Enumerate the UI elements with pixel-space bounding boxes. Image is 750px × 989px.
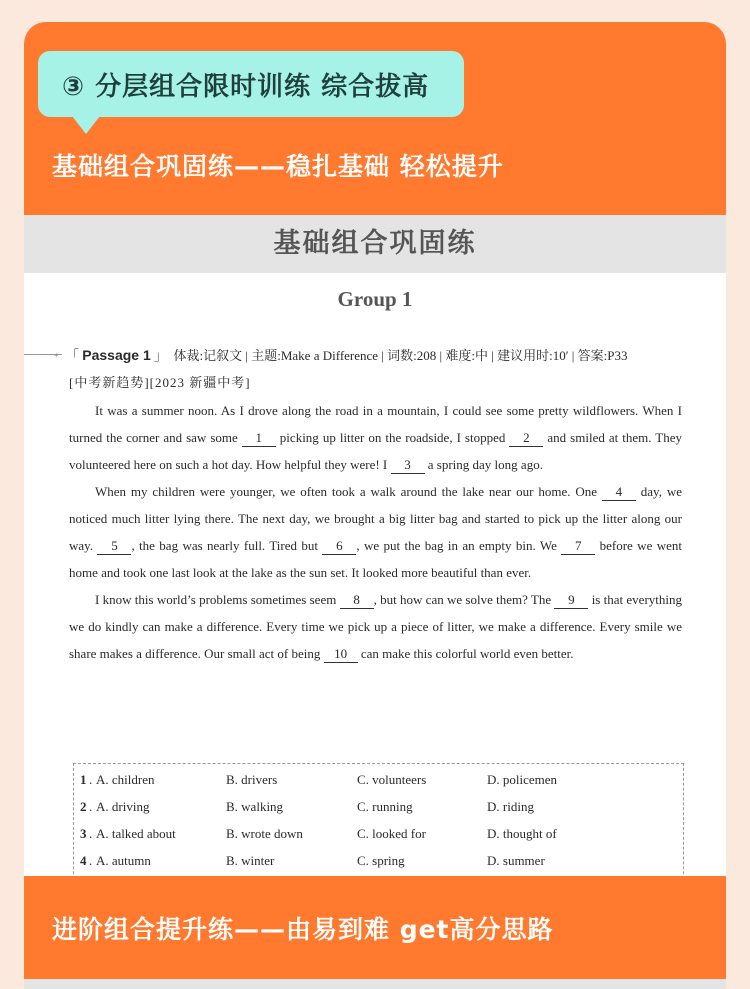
- passage-text: , but how can we solve them? The: [373, 592, 555, 607]
- question-number: 4: [80, 853, 87, 868]
- option-c: C. running: [357, 799, 413, 814]
- section-badge: [38, 51, 464, 117]
- worksheet-page: [24, 273, 726, 876]
- passage-text: I know this world’s problems sometimes seem: [95, 592, 340, 607]
- blank-number: 8: [340, 592, 374, 609]
- bracket-open: 「: [66, 348, 80, 363]
- passage-paragraph: [69, 397, 682, 478]
- blank-number: 3: [391, 457, 425, 474]
- blank-number: 6: [322, 538, 356, 555]
- passage-tag: [中考新趋势][2023 新疆中考]: [69, 375, 251, 390]
- passage-text: can make this colorful world even better.: [357, 646, 574, 661]
- bottom-heading: 进阶组合提升练——由易到难 get高分思路: [52, 915, 554, 944]
- subheading: 基础组合巩固练——稳扎基础 轻松提升: [52, 152, 504, 181]
- badge-pointer: [72, 116, 100, 134]
- blank-number: 10: [324, 646, 358, 663]
- passage-header: [66, 345, 716, 364]
- option-b: B. walking: [226, 799, 284, 814]
- option-c: C. volunteers: [357, 772, 427, 787]
- passage-text: It was a summer noon. As I drove along the road in a mountain, I could see some pretty wildflowers. When I turned the corner and saw some: [69, 403, 682, 445]
- question-number: 3: [80, 826, 87, 841]
- passage-body: [69, 397, 682, 667]
- blank-number: 5: [97, 538, 131, 555]
- blank-number: 1: [242, 430, 276, 447]
- bracket-close: 」: [154, 348, 168, 363]
- option-a: A. driving: [96, 799, 150, 814]
- passage-text: When my children were younger, we often took a walk around the lake near our home. One: [95, 484, 602, 499]
- question-number: 2: [80, 799, 87, 814]
- badge-title: ③ 分层组合限时训练 综合拔高: [62, 72, 430, 102]
- passage-paragraph: [69, 478, 682, 586]
- option-a: A. autumn: [96, 853, 151, 868]
- blank-number: 9: [554, 592, 588, 609]
- section-title: 基础组合巩固练: [24, 215, 726, 273]
- group-title: Group 1: [337, 287, 413, 311]
- option-a: A. children: [96, 772, 155, 787]
- blank-number: 4: [602, 484, 636, 501]
- option-d: D. policemen: [487, 772, 558, 787]
- option-a: A. talked about: [96, 826, 176, 841]
- promo-card: [24, 22, 726, 989]
- passage-text: is that everything we do kindly can make a difference. Every time we pick up a piece of litter, we make a difference. Every smile we share makes a difference. Our small act of being: [69, 592, 682, 661]
- passage-text: picking up litter on the roadside, I stopped: [275, 430, 510, 445]
- option-d: D. riding: [487, 799, 534, 814]
- rule-marker: +: [54, 351, 59, 360]
- passage-text: before we went home and took one last look at the lake as the sun set. It looked more beautiful than ever.: [69, 538, 682, 580]
- passage-text: and smiled at them. They volunteered here on such a hot day. How helpful they were! I: [69, 430, 682, 472]
- passage-text: , the bag was nearly full. Tired but: [131, 538, 323, 553]
- option-d: D. summer: [487, 853, 545, 868]
- passage-text: a spring day long ago.: [424, 457, 543, 472]
- passage-text: , we put the bag in an empty bin. We: [356, 538, 562, 553]
- blank-number: 2: [509, 430, 543, 447]
- passage-meta: 体裁:记叙文 | 主题:Make a Difference | 词数:208 | 难度:中 | 建议用时:10′ | 答案:P33: [173, 348, 628, 363]
- option-b: B. drivers: [226, 772, 278, 787]
- passage-paragraph: [69, 586, 682, 667]
- question-number: 1: [80, 772, 87, 787]
- option-b: B. wrote down: [226, 826, 303, 841]
- options-box: 1 . A. children B. drivers C. volunteers D. policemen 2 . A. driving B. walking C. running D. riding 3 . A. talked about B. wrote down C. looked for D. thought of 4 . A. autumn B. winter C. spring D. summer: [73, 763, 684, 889]
- next-section-strip: [24, 979, 726, 989]
- option-d: D. thought of: [487, 826, 557, 841]
- option-b: B. winter: [226, 853, 275, 868]
- option-c: C. looked for: [357, 826, 426, 841]
- blank-number: 7: [561, 538, 595, 555]
- passage-text: day, we noticed much litter lying there. The next day, we brought a big litter bag and started to pick up the litter along our way.: [69, 484, 682, 553]
- passage-name: Passage 1: [82, 347, 151, 363]
- option-c: C. spring: [357, 853, 405, 868]
